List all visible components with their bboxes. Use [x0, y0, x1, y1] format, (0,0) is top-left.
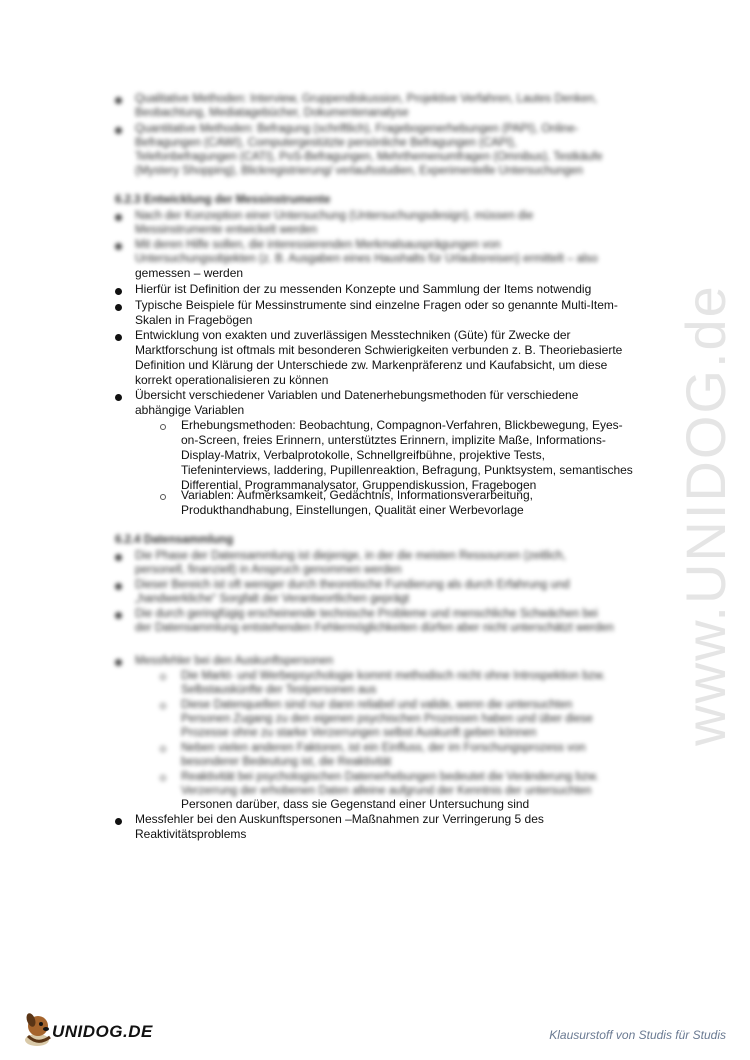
text-line: Diese Datenquellen sind nur dann reliabel und valide, wenn die untersuchten	[181, 699, 573, 711]
bullet-icon	[115, 97, 122, 104]
text-line: Quantitative Methoden: Befragung (schriftlich), Fragebogenerhebungen (PAPI), Online-	[135, 123, 579, 135]
text-line: Selbstauskünfte der Testpersonen aus	[181, 684, 377, 696]
bullet-icon	[115, 818, 122, 825]
text-line: Übersicht verschiedener Variablen und Datenerhebungsmethoden für verschiedene	[135, 388, 579, 402]
bullet-icon	[115, 127, 122, 134]
text-line: Tiefeninterviews, laddering, Pupillenreaktion, Befragung, Punktsystem, semantisches	[181, 463, 633, 477]
text-line: Hierfür ist Definition der zu messenden Konzepte und Sammlung der Items notwendig	[135, 282, 592, 296]
text-line: Personen darüber, dass sie Gegenstand einer Untersuchung sind	[181, 797, 530, 811]
text-line: der Datensammlung entstehenden Fehlermöglichkeiten dürfen aber nicht unterschätzt werden	[135, 622, 614, 634]
sub-bullet-icon	[160, 494, 166, 500]
text-line: Dieser Bereich ist oft weniger durch theoretische Fundierung als durch Erfahrung und	[135, 579, 570, 591]
text-line: Display-Matrix, Verbalprotokolle, Schnellgreifbühne, projektive Tests,	[181, 448, 545, 462]
text-line: Erhebungsmethoden: Beobachtung, Compagnon-Verfahren, Blickbewegung, Eyes-	[181, 418, 623, 432]
text-line: Beobachtung, Mediatagebücher, Dokumentenanalyse	[135, 107, 409, 119]
text-line: Nach der Konzeption einer Untersuchung (Untersuchungsdesign), müssen die	[135, 210, 534, 222]
text-line: Untersuchungsobjekten (z. B. Ausgaben eines Haushalts für Urlaubsreisen) ermittelt – also	[135, 253, 598, 265]
text-line: besonderer Bedeutung ist, die Reaktivität	[181, 756, 392, 768]
bullet-icon	[115, 214, 122, 221]
text-line: Mit deren Hilfe sollen, die interessierenden Merkmalsausprägungen von	[135, 239, 501, 251]
text-line: Messfehler bei den Auskunftspersonen	[135, 655, 334, 667]
bullet-icon	[115, 394, 122, 401]
text-line: Produkthandhabung, Einstellungen, Qualität einer Werbevorlage	[181, 503, 524, 517]
text-line: (Mystery Shopping), Blickregistrierung/ verlaufsstudien, Experimentelle Untersuchungen	[135, 165, 584, 177]
text-line: Typische Beispiele für Messinstrumente sind einzelne Fragen oder so genannte Multi-Item-	[135, 298, 618, 312]
sub-bullet-icon	[160, 746, 166, 752]
text-line: Neben vielen anderen Faktoren, ist ein Einfluss, der im Forschungsprozess von	[181, 742, 586, 754]
text-line: Die Markt- und Werbepsychologie kommt methodisch nicht ohne Introspektion bzw.	[181, 670, 606, 682]
text-line: Reaktivität bei psychologischen Datenerhebungen bedeutet die Veränderung bzw.	[181, 771, 599, 783]
text-line: Differential, Programmanalysator, Gruppendiskussion, Fragebogen	[181, 478, 537, 492]
text-line: Skalen in Fragebögen	[135, 313, 253, 327]
bullet-icon	[115, 243, 122, 250]
footer-slogan: Klausurstoff von Studis für Studis	[549, 1028, 726, 1042]
text-line: personell, finanziell) in Anspruch genommen werden	[135, 564, 402, 576]
text-line: Entwicklung von exakten und zuverlässigen Messtechniken (Güte) für Zwecke der	[135, 328, 571, 342]
text-line: Personen Zugang zu den eigenen psychischen Prozessen haben und über diese	[181, 713, 593, 725]
text-line: on-Screen, freies Erinnern, unterstütztes Erinnern, implizite Maße, Informations-	[181, 433, 606, 447]
text-line: Messinstrumente entwickelt werden	[135, 224, 318, 236]
bullet-icon	[115, 554, 122, 561]
text-line: Verzerrung der erhobenen Daten alleine aufgrund der Kenntnis der untersuchten	[181, 785, 592, 797]
sub-bullet-icon	[160, 424, 166, 430]
bullet-icon	[115, 583, 122, 590]
section-heading: 6.2.3 Entwicklung der Messinstrumente	[115, 194, 331, 206]
bullet-icon	[115, 659, 122, 666]
section-heading: 6.2.4 Datensammlung	[115, 534, 234, 546]
text-line: Die durch geringfügig erscheinende technische Probleme und menschliche Schwächen bei	[135, 608, 598, 620]
bullet-icon	[115, 612, 122, 619]
text-line: Telefonbefragungen (CATI), PoS-Befragungen, Mehrthemenumfragen (Omnibus), Testkäufe	[135, 151, 603, 163]
text-line: Definition und Klärung der Unterschiede zw. Markenpräferenz und Kaufabsicht, um diese	[135, 358, 608, 372]
text-line: Die Phase der Datensammlung ist diejenige, in der die meisten Ressourcen (zeitlich,	[135, 550, 566, 562]
text-line: Variablen: Aufmerksamkeit, Gedächtnis, Informationsverarbeitung,	[181, 488, 533, 502]
text-line: Marktforschung ist oftmals mit besonderen Schwierigkeiten verbunden z. B. Theoriebasierte	[135, 343, 623, 357]
text-line: Reaktivitätsproblems	[135, 827, 247, 841]
sub-bullet-icon	[160, 703, 166, 709]
text-line: „handwerkliche“ Sorgfalt der Verantwortlichen geprägt	[135, 593, 410, 605]
text-line: korrekt operationalisieren zu können	[135, 373, 329, 387]
sub-bullet-icon	[160, 775, 166, 781]
bullet-icon	[115, 304, 122, 311]
text-line: gemessen – werden	[135, 266, 244, 280]
bullet-icon	[115, 334, 122, 341]
text-line: Messfehler bei den Auskunftspersonen –Maßnahmen zur Verringerung 5 des	[135, 812, 544, 826]
text-line: Prozesse ohne zu starke Verzerrungen selbst Auskunft geben können	[181, 727, 537, 739]
watermark: www.UNIDOG.de	[673, 284, 737, 746]
sub-bullet-icon	[160, 674, 166, 680]
text-line: Befragungen (CAWI), Computergestützte persönliche Befragungen (CAPI),	[135, 137, 517, 149]
text-line: Qualitative Methoden: Interview, Gruppendiskussion, Projektive Verfahren, Lautes Denken,	[135, 93, 598, 105]
text-line: abhängige Variablen	[135, 403, 245, 417]
logo-text: UNIDOG.DE	[52, 1022, 153, 1041]
bullet-icon	[115, 288, 122, 295]
